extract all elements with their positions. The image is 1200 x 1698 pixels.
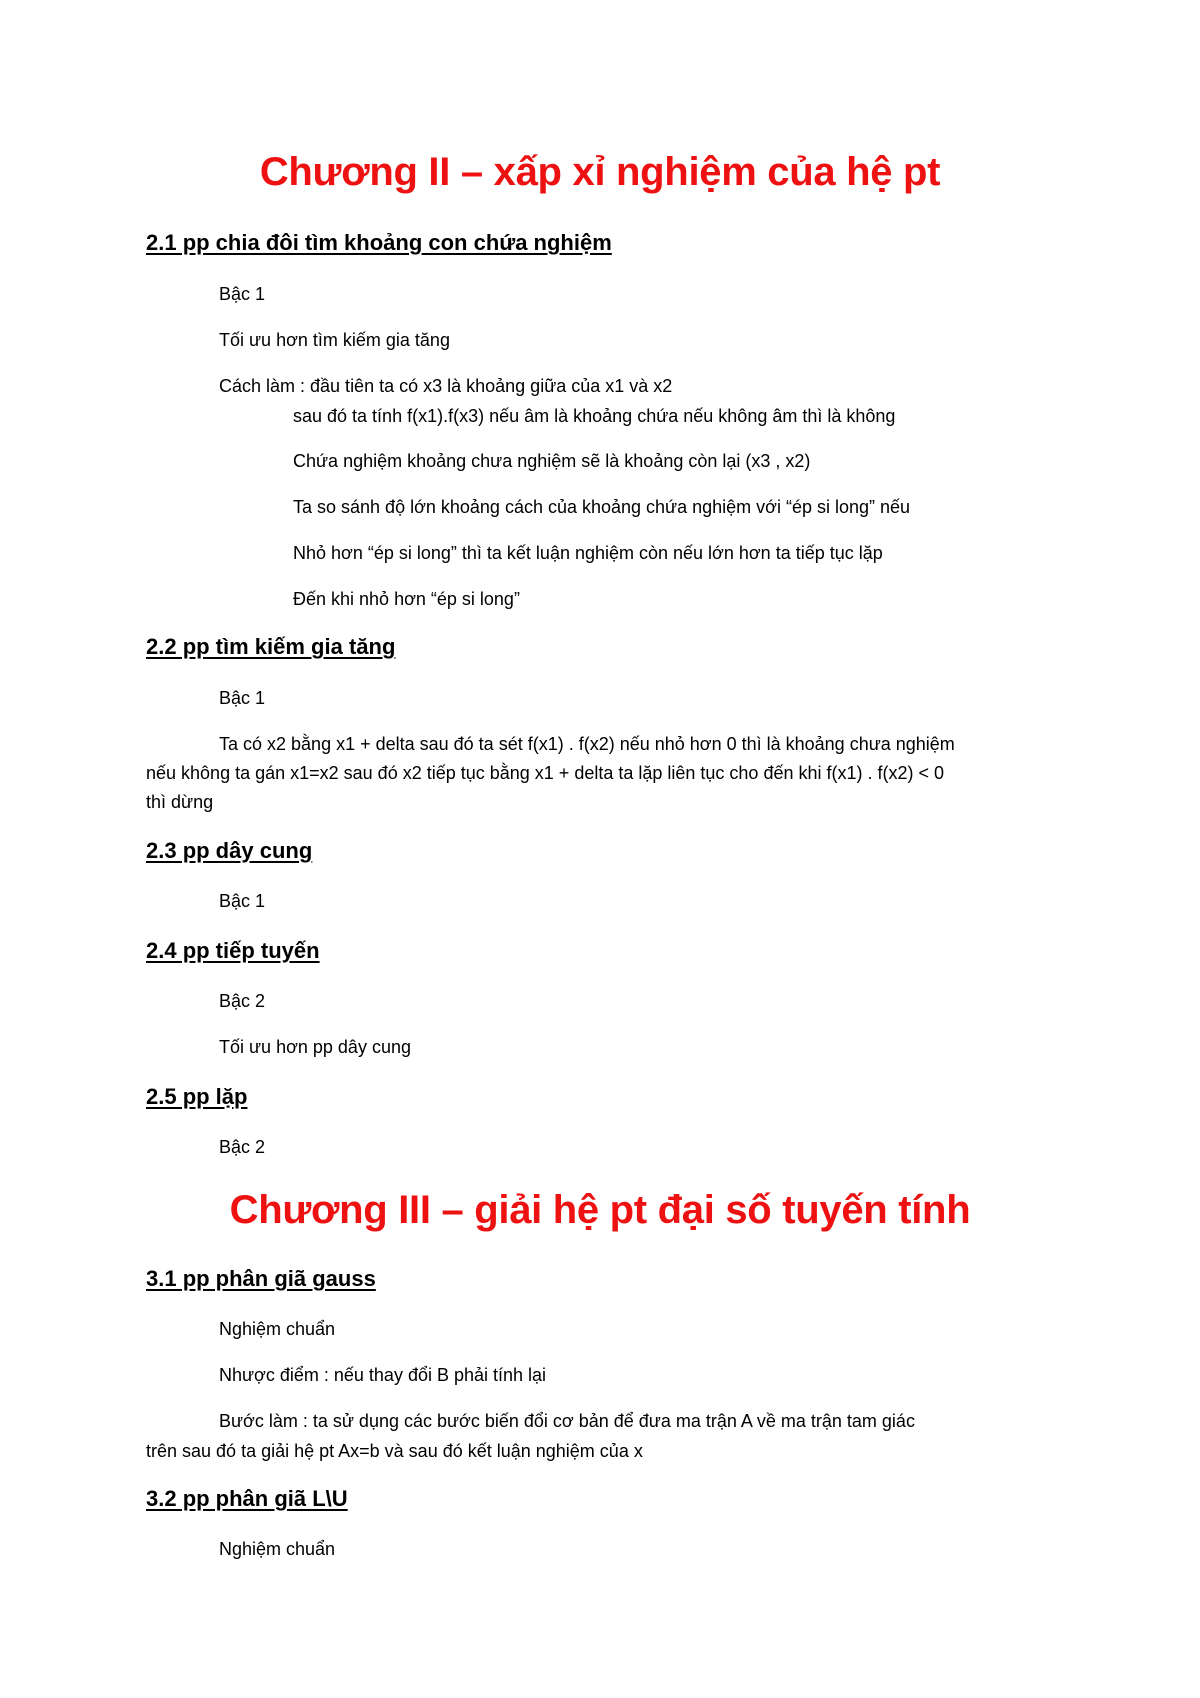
section-2-5-heading: 2.5 pp lặp bbox=[146, 1084, 248, 1109]
section-2-2-heading: 2.2 pp tìm kiếm gia tăng bbox=[146, 634, 396, 659]
section-2-1-line: Bậc 1 bbox=[219, 284, 266, 304]
section-2-2-line: Bậc 1 bbox=[219, 688, 266, 708]
section-2-1-line: sau đó ta tính f(x1).f(x3) nếu âm là khoảng chứa nếu không âm thì là không bbox=[293, 406, 896, 426]
section-2-2-line: Ta có x2 bằng x1 + delta sau đó ta sét f(x1) . f(x2) nếu nhỏ hơn 0 thì là khoảng chưa nghiệm bbox=[219, 734, 955, 754]
section-3-1-line: Bước làm : ta sử dụng các bước biến đổi cơ bản để đưa ma trận A về ma trận tam giác bbox=[219, 1411, 915, 1431]
section-2-2-line: thì dừng bbox=[146, 792, 214, 812]
section-2-4-heading: 2.4 pp tiếp tuyến bbox=[146, 938, 320, 963]
section-3-1-line: Nghiệm chuẩn bbox=[219, 1319, 336, 1339]
section-2-1-line: Ta so sánh độ lớn khoảng cách của khoảng chứa nghiệm với “ép si long” nếu bbox=[293, 497, 911, 517]
section-2-4-line: Tối ưu hơn pp dây cung bbox=[219, 1037, 411, 1057]
section-2-4-line: Bậc 2 bbox=[219, 991, 266, 1011]
section-2-1-line: Cách làm : đầu tiên ta có x3 là khoảng giữa của x1 và x2 bbox=[219, 376, 673, 396]
section-2-3-line: Bậc 1 bbox=[219, 891, 266, 911]
section-2-1-line: Tối ưu hơn tìm kiếm gia tăng bbox=[219, 330, 450, 350]
section-2-1-line: Đến khi nhỏ hơn “ép si long” bbox=[293, 589, 520, 609]
section-3-1-heading: 3.1 pp phân giã gauss bbox=[146, 1266, 376, 1291]
section-2-5-line: Bậc 2 bbox=[219, 1137, 266, 1157]
chapter-2-title: Chương II – xấp xỉ nghiệm của hệ pt bbox=[259, 150, 941, 194]
section-3-1-line: Nhược điểm : nếu thay đổi B phải tính lại bbox=[219, 1365, 547, 1385]
section-2-1-line: Nhỏ hơn “ép si long” thì ta kết luận nghiệm còn nếu lớn hơn ta tiếp tục lặp bbox=[293, 543, 883, 563]
chapter-3-title: Chương III – giải hệ pt đại số tuyến tính bbox=[229, 1188, 971, 1232]
section-2-3-heading: 2.3 pp dây cung bbox=[146, 838, 313, 863]
section-2-2-line: nếu không ta gán x1=x2 sau đó x2 tiếp tục bằng x1 + delta ta lặp liên tục cho đến khi f(x1) . f(x2) < 0 bbox=[146, 763, 945, 783]
section-2-1-line: Chứa nghiệm khoảng chưa nghiệm sẽ là khoảng còn lại (x3 , x2) bbox=[293, 451, 811, 471]
section-2-1-heading: 2.1 pp chia đôi tìm khoảng con chứa nghiệm bbox=[146, 230, 612, 255]
section-3-1-line: trên sau đó ta giải hệ pt Ax=b và sau đó kết luận nghiệm của x bbox=[146, 1441, 643, 1461]
section-3-2-heading: 3.2 pp phân giã L\U bbox=[146, 1486, 348, 1511]
section-3-2-line: Nghiệm chuẩn bbox=[219, 1539, 336, 1559]
